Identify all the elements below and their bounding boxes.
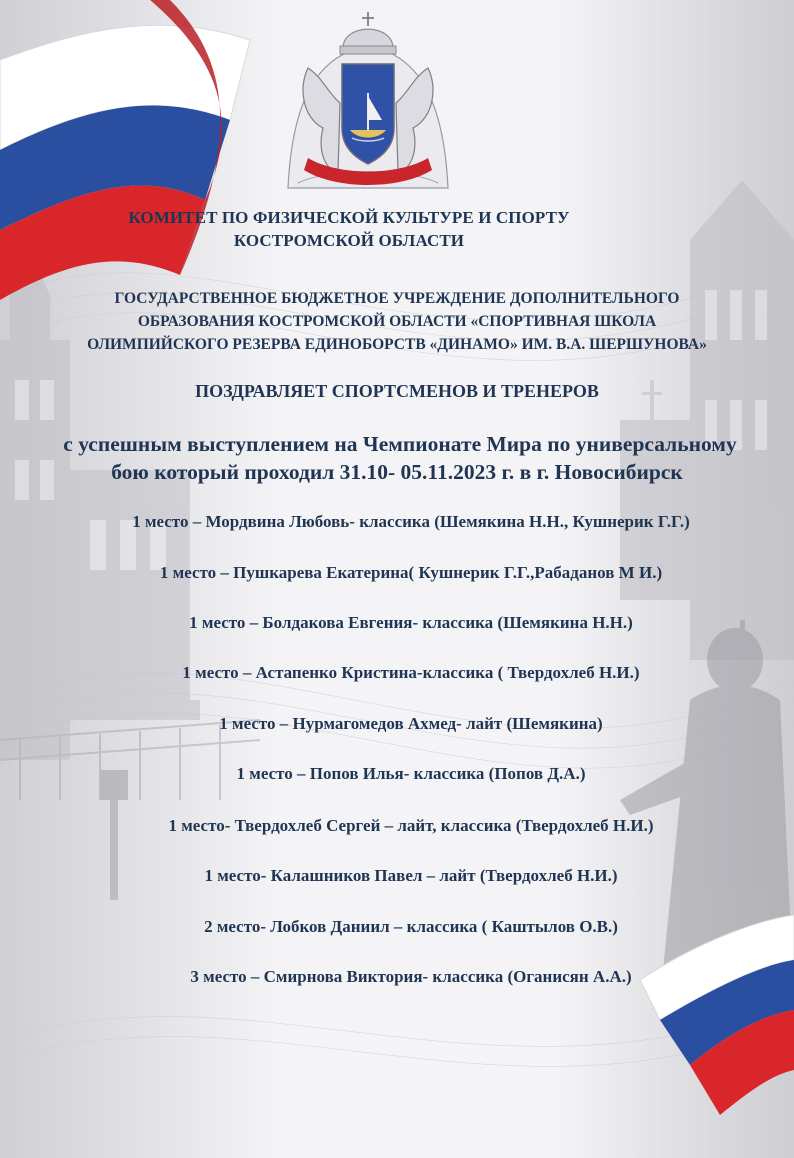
result-item: 1 место – Астапенко Кристина-классика ( Твердохлеб Н.И.) <box>182 663 640 682</box>
result-item: 1 место – Болдакова Евгения- классика (Шемякина Н.Н.) <box>189 613 633 632</box>
result-item: 1 место – Мордвина Любовь- классика (Шемякина Н.Н., Кушнерик Г.Г.) <box>132 512 690 531</box>
result-item: 2 место- Лобков Даниил – классика ( Каштылов О.В.) <box>204 917 618 936</box>
result-item: 1 место – Пушкарева Екатерина( Кушнерик Г.Г.,Рабаданов М И.) <box>159 563 663 582</box>
organization-name-line-3: ОЛИМПИЙСКОГО РЕЗЕРВА ЕДИНОБОРСТВ «ДИНАМО» ИМ. В.А. ШЕРШУНОВА» <box>87 336 707 353</box>
organization-name-line-2: ОБРАЗОВАНИЯ КОСТРОМСКОЙ ОБЛАСТИ «СПОРТИВНАЯ ШКОЛА <box>137 313 657 330</box>
event-description-line-2: бою который проходил 31.10- 05.11.2023 г. в г. Новосибирск <box>111 460 683 484</box>
event-description-line-1: с успешным выступлением на Чемпионате Мира по универсальному <box>63 432 737 456</box>
result-item: 1 место- Калашников Павел – лайт (Твердохлеб Н.И.) <box>204 866 618 885</box>
committee-name-line-1: КОМИТЕТ ПО ФИЗИЧЕСКОЙ КУЛЬТУРЕ И СПОРТУ <box>128 208 570 227</box>
committee-name-line-2: КОСТРОМСКОЙ ОБЛАСТИ <box>233 231 465 250</box>
result-item: 1 место – Попов Илья- классика (Попов Д.А.) <box>236 764 586 783</box>
result-item: 1 место – Нурмагомедов Ахмед- лайт (Шемякина) <box>219 714 603 733</box>
organization-name-line-1: ГОСУДАРСТВЕННОЕ БЮДЖЕТНОЕ УЧРЕЖДЕНИЕ ДОПОЛНИТЕЛЬНОГО <box>114 290 680 307</box>
congratulation-heading: ПОЗДРАВЛЯЕТ СПОРТСМЕНОВ И ТРЕНЕРОВ <box>195 381 599 401</box>
result-item: 1 место- Твердохлеб Сергей – лайт, классика (Твердохлеб Н.И.) <box>168 816 654 835</box>
result-item: 3 место – Смирнова Виктория- классика (Оганисян А.А.) <box>190 967 632 986</box>
